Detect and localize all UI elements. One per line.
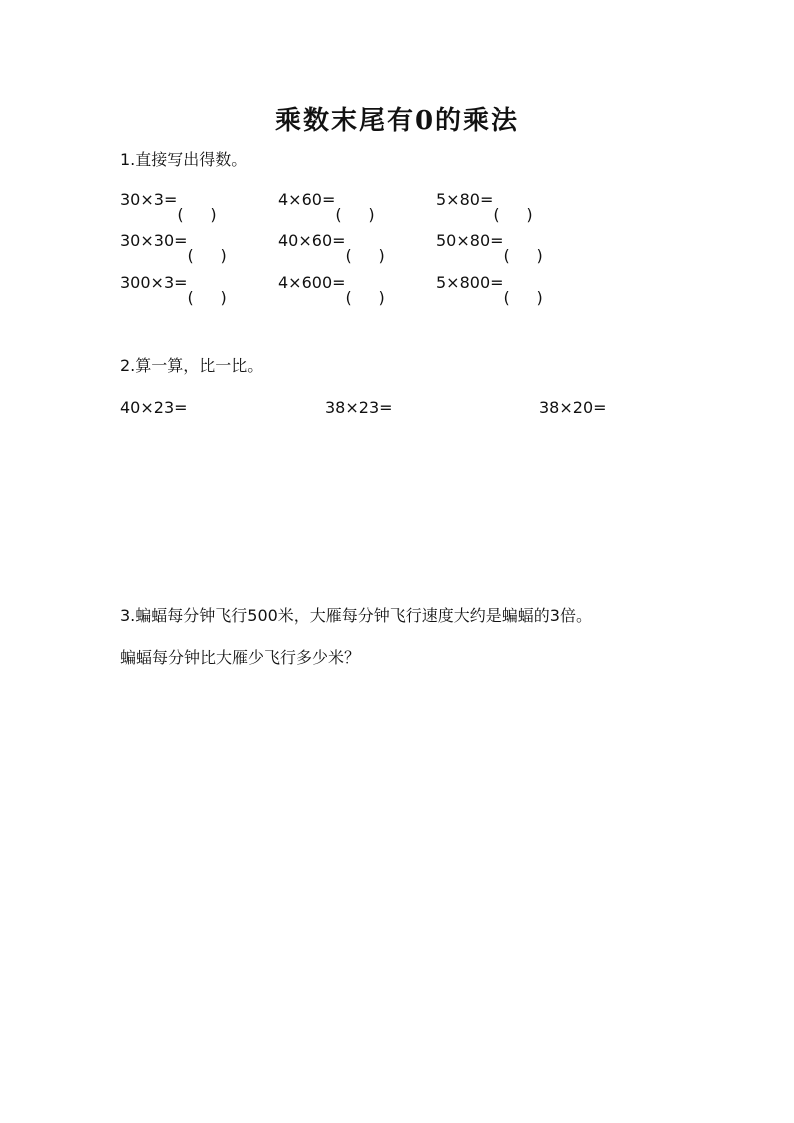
q2-expression-2: 38×23= bbox=[325, 398, 393, 417]
expression: 30×30= bbox=[120, 231, 188, 250]
q1-item: 4×600= ( ) bbox=[278, 273, 385, 307]
q1-item: 4×60= ( ) bbox=[278, 190, 375, 224]
q1-item: 5×80= ( ) bbox=[436, 190, 533, 224]
expression: 30×3= bbox=[120, 190, 178, 209]
question-3-question: 蝙蝠每分钟比大雁少飞行多少米？ bbox=[120, 648, 361, 667]
expression: 5×80= bbox=[436, 190, 494, 209]
q1-row-2 bbox=[120, 231, 680, 265]
expression: 5×800= bbox=[436, 273, 504, 292]
q2-expression-1: 40×23= bbox=[120, 398, 188, 417]
q1-row-1 bbox=[120, 190, 680, 224]
question-3-text: 3.蝙蝠每分钟飞行500米，大雁每分钟飞行速度大约是蝙蝠的3倍。 bbox=[120, 606, 592, 625]
q2-expressions bbox=[120, 398, 680, 418]
q2-expression-3: 38×20= bbox=[539, 398, 607, 417]
q1-item: 40×60= ( ) bbox=[278, 231, 385, 265]
question-2-heading: 2.算一算，比一比。 bbox=[120, 356, 264, 375]
expression: 4×600= bbox=[278, 273, 346, 292]
q1-item: 5×800= ( ) bbox=[436, 273, 543, 307]
q1-item: 300×3= ( ) bbox=[120, 273, 227, 307]
expression: 4×60= bbox=[278, 190, 336, 209]
q1-item: 50×80= ( ) bbox=[436, 231, 543, 265]
expression: 300×3= bbox=[120, 273, 188, 292]
expression: 50×80= bbox=[436, 231, 504, 250]
page-title: 乘数末尾有0的乘法 bbox=[274, 106, 520, 136]
q1-item: 30×30= ( ) bbox=[120, 231, 227, 265]
question-1-heading: 1.直接写出得数。 bbox=[120, 150, 248, 169]
q1-row-3 bbox=[120, 273, 680, 307]
expression: 40×60= bbox=[278, 231, 346, 250]
q1-item: 30×3= ( ) bbox=[120, 190, 217, 224]
